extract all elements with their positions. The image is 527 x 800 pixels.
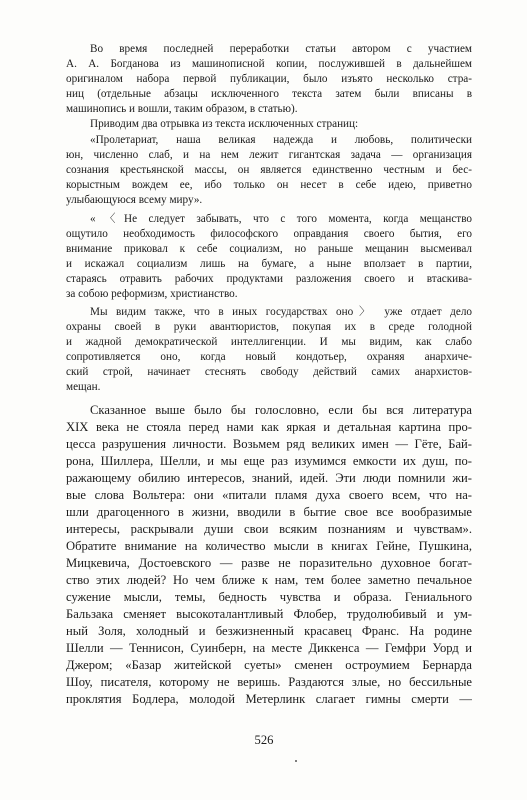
footnote-quote-line: ощутило необходимость философского оправдания своего бытия, его [66, 228, 472, 240]
text-line: Шоу, писателя, которому не веришь. Раздаются злые, но бессильные [66, 675, 472, 689]
footnote-quote-line: и искажал социализм лишь на бумаге, а ныне вползает в партии, [66, 258, 472, 270]
footnote-line: Мы видим также, что в иных государствах оно〉 уже отдает дело [90, 306, 472, 318]
footnote-quote-line: сознания крестьянской массы, он является единственно честным и бес- [66, 164, 472, 176]
text-line: Джером; «Базар житейской суеты» сменен остроумием Бернарда [66, 658, 472, 672]
footnote-line: Во время последней переработки статьи автором с участием [90, 43, 472, 55]
text-line: ражающему обилию интересов, знаний, идей. Эти люди помнили жи- [66, 471, 472, 485]
text-line: проклятия Бодлера, молодой Метерлинк слагает гимны смерти — [66, 692, 472, 706]
text-line: шли драгоценного в жизни, вводили в бытие свое все вообразимые [66, 505, 472, 519]
footnote-line: мещан. [66, 381, 101, 393]
footnote-line: ский строй, начинает стеснять свободу действий самих анархистов- [66, 366, 472, 378]
footnote-line: машинопись и вошли, таким образом, в статью). [66, 103, 298, 115]
text-line: интересы, раскрывали души свои всяким познаниям и чувствам». [66, 522, 472, 536]
text-line: Шелли — Теннисон, Суинберн, на месте Диккенса — Гемфри Уорд и [66, 641, 472, 655]
footnote-line: А. А. Богданова из машинописной копии, послужившей в дальнейшем [66, 58, 472, 70]
text-line: цесса разрушения личности. Возьмем ряд великих имен — Гёте, Бай- [66, 437, 472, 451]
footnote-quote-line: улыбающуюся всему миру». [66, 194, 203, 206]
text-line: Бальзака сменяет высокоталантливый Флобер, трудолюбивый и ум- [66, 607, 472, 621]
footnote-line: и жадной демократической интеллигенции. И мы видим, как слабо [66, 336, 472, 348]
print-speck [295, 760, 297, 762]
footnote-line: Приводим два отрывка из текста исключенных страниц: [90, 118, 359, 130]
text-line: ство этих людей? Но чем ближе к нам, тем более заметно печальное [66, 573, 472, 587]
text-line: сужение мысли, темы, бедность чувства и образа. Гениального [66, 590, 472, 604]
footnote-quote-line: внимание приковал к себе социализм, но раньше мещанин высмеивал [66, 243, 472, 255]
footnote-quote-line: за собою реформизм, христианство. [66, 288, 238, 300]
footnote-quote-line: юн, численно слаб, и на нем лежит гигантская задача — организация [66, 149, 472, 161]
page-number: 526 [254, 733, 274, 747]
footnote-quote-line: «〈Не следует забывать, что с того момента, когда мещанство [90, 213, 472, 225]
text-line: ный Золя, холодный и безжизненный красавец Франс. На родине [66, 624, 472, 638]
footnote-quote-line: корыстным вождем ее, ибо только он несет в себе идею, приветно [66, 179, 472, 191]
footnote-quote-line: «Пролетариат, наша великая надежда и любовь, политически [90, 134, 472, 146]
text-line: Обратите внимание на количество мысли в книгах Гейне, Пушкина, [66, 539, 472, 553]
footnote-quote-line: стараясь отравить рабочих продуктами разложения своего и втаскива- [66, 273, 472, 285]
footnote-line: оригиналом набора первой публикации, было изъято несколько стра- [66, 73, 472, 85]
text-line: Сказанное выше было бы голословно, если бы вся литература [90, 403, 472, 417]
text-line: XIX века не стояла перед нами как яркая и детальная картина про- [66, 420, 472, 434]
footnote-line: ниц (отдельные абзацы исключенного текста затем были вписаны в [66, 88, 472, 100]
footnote-line: сопротивляется оно, когда новый кондотьер, охраняя анархиче- [66, 351, 472, 363]
footnote-line: охраны своей в руки авантюристов, покупая их в среде голодной [66, 321, 472, 333]
text-line: рона, Шиллера, Шелли, и мы еще раз изумимся емкости их душ, по- [66, 454, 472, 468]
text-line: вые слова Вольтера: они «питали пламя духа своего всем, что на- [66, 488, 472, 502]
text-line: Мицкевича, Достоевского — разве не поразительно духовное богат- [66, 556, 472, 570]
